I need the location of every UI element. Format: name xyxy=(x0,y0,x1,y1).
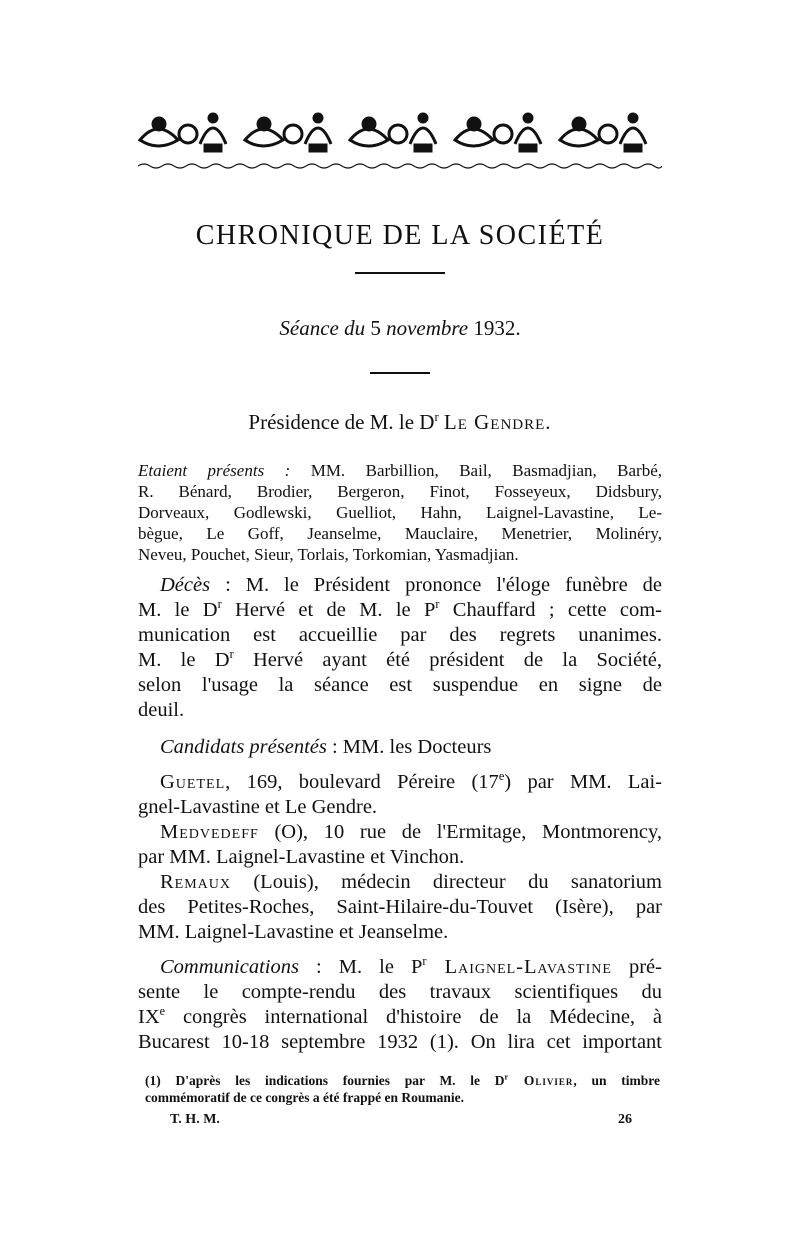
candidate-entry: Medvedeff (O), 10 rue de l'Ermitage, Montmorency, xyxy=(160,821,662,843)
candidates-paragraph xyxy=(138,735,662,945)
footnote xyxy=(145,1072,660,1106)
candidate-entry-line: par MM. Laignel-Lavastine et Vinchon. xyxy=(138,846,465,868)
session-prefix: Séance du xyxy=(279,316,366,340)
candidate-name: Medvedeff xyxy=(160,821,259,843)
deaths-line: M. le $D^r$ Hervé et de M. le $P^r$ Chauffard ; cette com- xyxy=(138,597,662,621)
decorative-ornament-banner xyxy=(138,100,662,170)
candidates-heading: Candidats présentés : MM. les Docteurs xyxy=(160,736,492,758)
deaths-line: M. le $D^r$ Hervé ayant été président de la Société, xyxy=(138,647,662,671)
attendees-line: R. Bénard, Brodier, Bergeron, Finot, Fosseyeux, Didsbury, xyxy=(138,482,662,501)
footnote-line: (1) D'après les indications fournies par M. le $D^r$ Olivier, un timbre xyxy=(145,1072,660,1088)
session-year: 1932. xyxy=(473,316,521,340)
candidate-entry: Remaux (Louis), médecin directeur du sanatorium xyxy=(160,871,662,893)
title-divider xyxy=(355,272,445,274)
candidate-entry-line: MM. Laignel-Lavastine et Jeanselme. xyxy=(138,921,449,943)
candidate-name: Remaux xyxy=(160,871,232,893)
president-name: Le Gendre. xyxy=(443,410,552,434)
candidates-label: Candidats présentés xyxy=(160,736,327,758)
deaths-label: Décès xyxy=(160,574,211,596)
deaths-paragraph xyxy=(138,573,662,723)
deaths-line: Décès : M. le Président prononce l'éloge funèbre de xyxy=(160,574,662,596)
running-footer-left: T. H. M. xyxy=(170,1112,220,1127)
communications-line: IXe congrès international d'histoire de la Médecine, à xyxy=(138,1004,662,1028)
communications-line: sente le compte-rendu des travaux scientifiques du xyxy=(138,981,662,1003)
communications-label: Communications xyxy=(160,956,299,978)
deaths-line: munication est accueillie par des regrets unanimes. xyxy=(138,624,662,646)
candidate-entry-line: gnel-Lavastine et Le Gendre. xyxy=(138,796,378,818)
ornament-motif xyxy=(560,113,646,152)
session-day: 5 xyxy=(370,316,381,340)
ornament-motif xyxy=(350,113,436,152)
deaths-line: selon l'usage la séance est suspendue en signe de xyxy=(138,674,662,696)
attendees-line: Dorveaux, Godlewski, Guelliot, Hahn, Laignel-Lavastine, Le- xyxy=(138,503,662,522)
communications-paragraph xyxy=(138,955,662,1055)
ornament-motif xyxy=(140,113,226,152)
communications-line: Bucarest 10-18 septembre 1932 (1). On lira cet important xyxy=(138,1031,662,1053)
ornament-motif xyxy=(245,113,331,152)
page-number: 26 xyxy=(618,1112,632,1127)
date-divider xyxy=(370,372,430,374)
presidency-sup: r xyxy=(434,410,439,424)
candidate-entry-line: des Petites-Roches, Saint-Hilaire-du-Touvet (Isère), par xyxy=(138,896,662,918)
session-month: novembre xyxy=(386,316,469,340)
footnote-line: commémoratif de ce congrès a été frappé en Roumanie. xyxy=(145,1090,465,1105)
attendees-line: Neveu, Pouchet, Sieur, Torlais, Torkomian, Yasmadjian. xyxy=(138,545,519,564)
candidate-name: Guetel xyxy=(160,771,226,793)
session-date xyxy=(0,316,800,341)
presidency-line xyxy=(0,410,800,435)
attendees-line: Etaient présents : MM. Barbillion, Bail, Basmadjian, Barbé, xyxy=(138,461,663,480)
attendees-line: bègue, Le Goff, Jeanselme, Mauclaire, Menetrier, Molinéry, xyxy=(138,524,662,543)
communications-line: Communications : M. le $P^r$ Laignel-Lavastine pré- xyxy=(160,954,662,978)
ornament-motif xyxy=(455,113,541,152)
page-title: CHRONIQUE DE LA SOCIÉTÉ xyxy=(195,220,605,251)
attendees-label: Etaient présents : xyxy=(138,461,291,480)
candidate-entry: Guetel, 169, boulevard Péreire (17e) par MM. Lai- xyxy=(160,769,663,793)
presidency-text: Présidence de M. le D xyxy=(248,410,435,434)
attendees-paragraph xyxy=(138,460,662,565)
deaths-line: deuil. xyxy=(138,699,185,721)
